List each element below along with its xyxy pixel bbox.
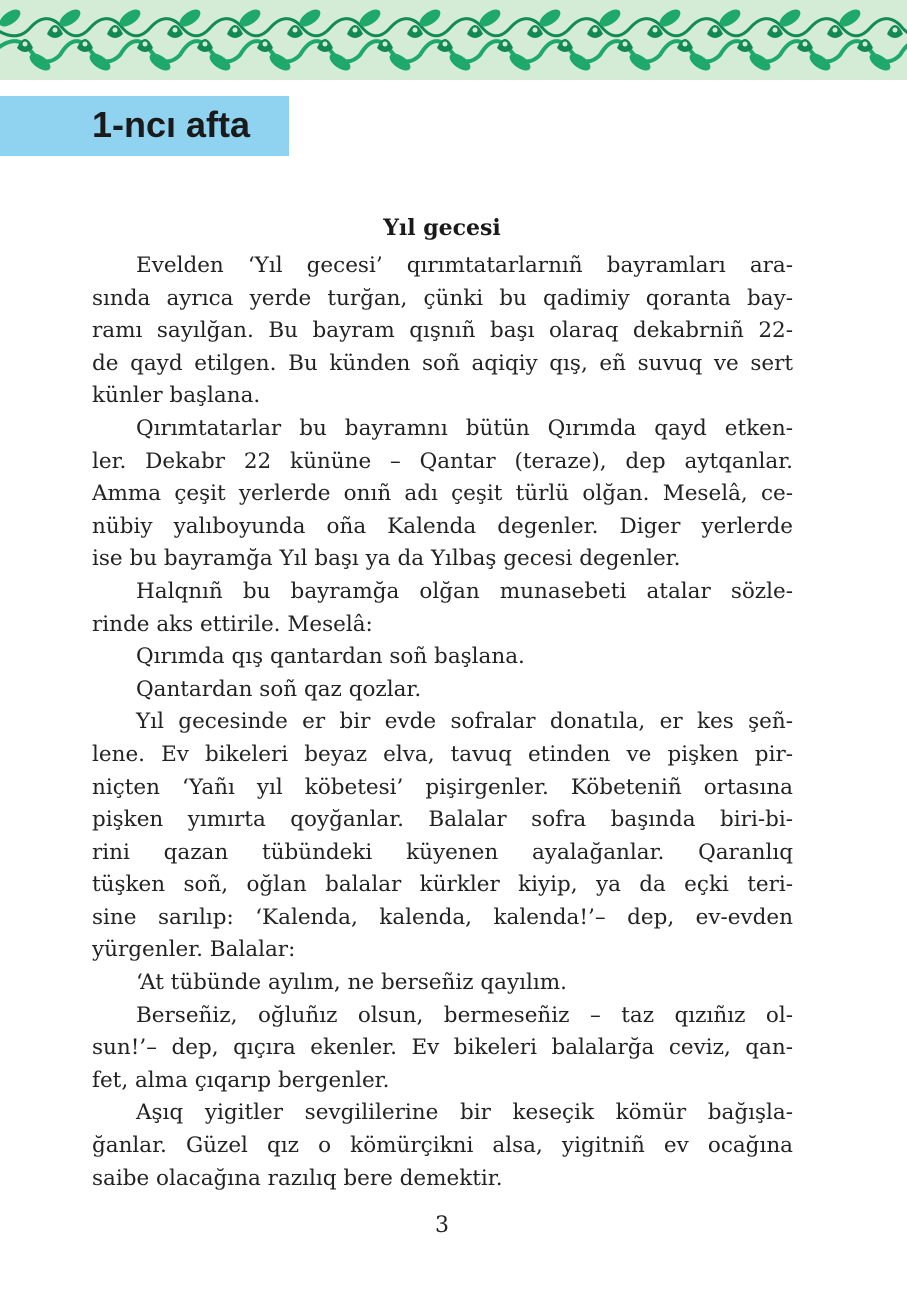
text-line: rini qazan tübündeki küyenen ayalağanlar. Qaranlıq (92, 839, 793, 865)
text-line: künler başlana. (92, 383, 261, 409)
text-line: sine sarılıp: ‘Kalenda, kalenda, kalenda!’– dep, ev-evden (92, 904, 793, 930)
text-line: Evelden ‘Yıl gecesi’ qırımtatarlarnıñ bayramları ara- (136, 253, 793, 278)
text-line: sında ayrıca yerde turğan, çünki bu qadimiy qoranta bay- (92, 285, 793, 311)
text-line: ramı sayılğan. Bu bayram qışnıñ başı olaraq dekabrniñ 22- (92, 318, 793, 344)
text-line: ise bu bayramğa Yıl başı ya da Yılbaş gecesi degenler. (92, 546, 681, 572)
text-line: lene. Ev bikeleri beyaz elva, tavuq etinden ve pişken pir- (92, 741, 793, 767)
text-line: rinde aks ettirile. Meselâ: (92, 611, 373, 637)
text-line: Halqnıñ bu bayramğa olğan munasebeti atalar sözle- (136, 578, 793, 604)
article-title: Yıl gecesi (383, 215, 501, 241)
text-line: Qırımtatarlar bu bayramnı bütün Qırımda qayd etken- (136, 415, 793, 441)
text-line: pişken yımırta qoyğanlar. Balalar sofra başında biri-bi- (92, 807, 793, 833)
text-line: Amma çeşit yerlerde onıñ adı çeşit türlü olğan. Meselâ, ce- (92, 481, 793, 507)
text-line: Yıl gecesinde er bir evde sofralar donatıla, er kes şeñ- (136, 709, 793, 735)
text-line: ler. Dekabr 22 kününe – Qantar (teraze), dep aytqanlar. (92, 448, 793, 474)
text-line: ‘At tübünde ayılım, ne berseñiz qayılım. (136, 970, 567, 996)
text-line: de qayd etilgen. Bu künden soñ aqiqiy qış, eñ suvuq ve sert (92, 350, 793, 376)
text-line: saibe olacağına razılıq bere demektir. (92, 1165, 503, 1191)
page-number: 3 (435, 1213, 449, 1238)
text-line: niçten ‘Yañı yıl köbetesi’ pişirgenler. Köbeteniñ ortasına (92, 774, 793, 800)
floral-ornament-icon (0, 0, 907, 80)
text-line: yürgenler. Balalar: (92, 937, 296, 963)
text-line: Berseñiz, oğluñız olsun, bermeseñiz – taz qızıñız ol- (136, 1002, 793, 1028)
floral-ornament-band (0, 0, 907, 80)
text-line: ğanlar. Güzel qız o kömürçikni alsa, yigitniñ ev ocağına (92, 1133, 793, 1159)
article-body (92, 250, 793, 1195)
text-line: sun!’– dep, qıçıra ekenler. Ev bikeleri balalarğa ceviz, qan- (92, 1035, 793, 1061)
text-line: fet, alma çıqarıp bergenler. (92, 1067, 390, 1093)
text-line: tüşken soñ, oğlan balalar kürkler kiyip, ya da eçki teri- (92, 872, 793, 898)
text-line: Aşıq yigitler sevgililerine bir keseçik kömür bağışla- (136, 1100, 793, 1126)
text-line: nübiy yalıboyunda oña Kalenda degenler. Diger yerlerde (92, 513, 793, 539)
week-title: 1-ncı afta (92, 104, 251, 145)
text-line: Qantardan soñ qaz qozlar. (136, 676, 422, 702)
text-line: Qırımda qış qantardan soñ başlana. (136, 644, 525, 670)
